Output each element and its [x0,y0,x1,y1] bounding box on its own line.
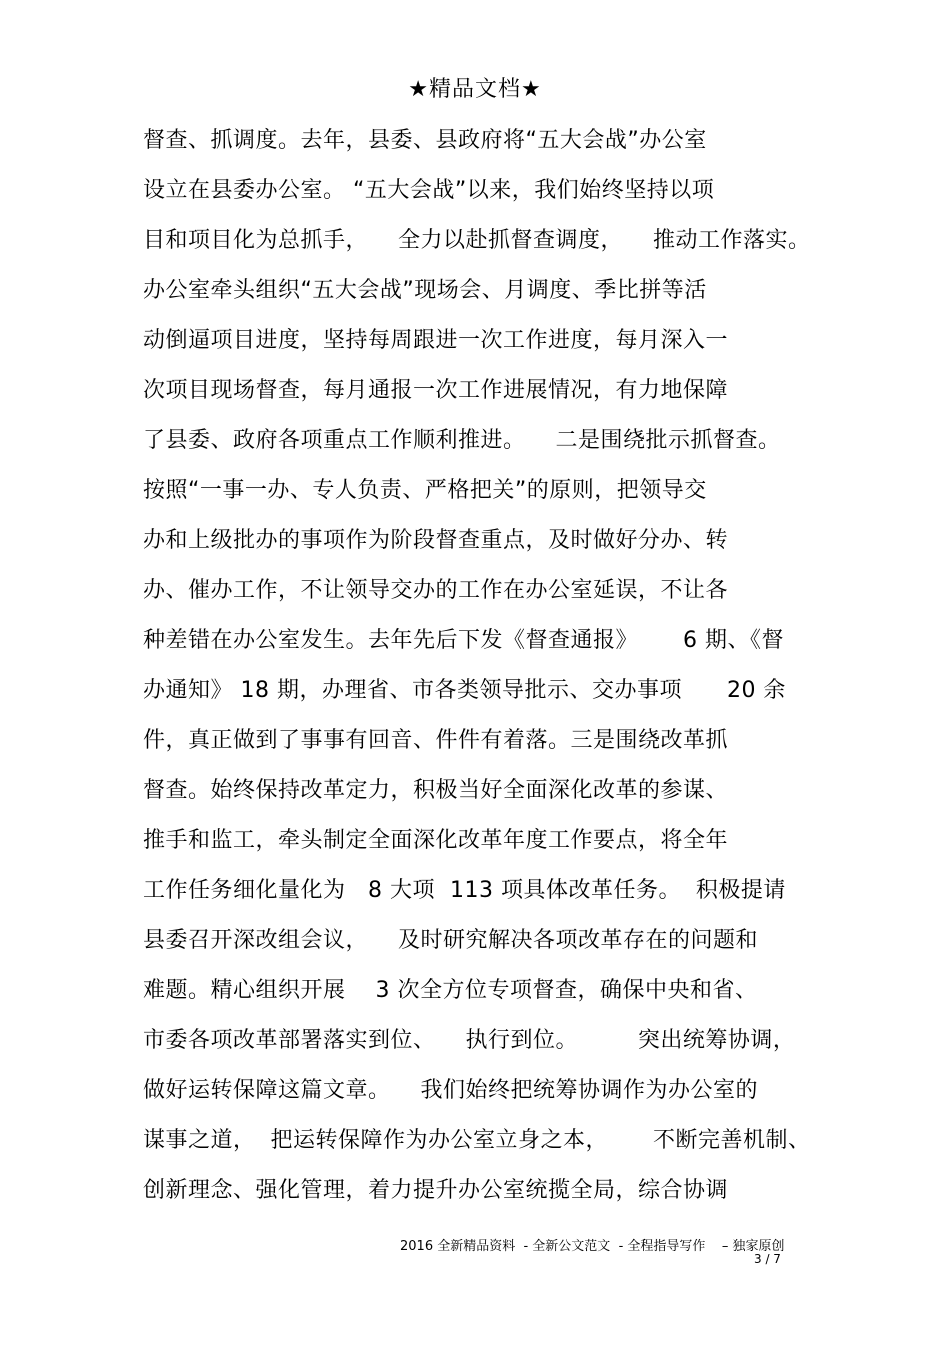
page-footer: 2016 全新精品资料 - 全新公文范文 - 全程指导写作 – 独家原创 [400,1239,785,1254]
text-line: 创新理念、强化管理，着力提升办公室统揽全局，综合协调 [143,1178,729,1203]
page-number: 3 / 7 [754,1252,781,1266]
text-line: 难题。精心组织开展 3 次全方位专项督查，确保中央和省、 [143,978,758,1003]
text-line: 推手和监工，牵头制定全面深化改革年度工作要点，将全年 [143,828,729,853]
text-line: 工作任务细化量化为 8 大项 113 项具体改革任务。 积极提请 [143,878,786,903]
text-line: 督查。始终保持改革定力，积极当好全面深化改革的参谋、 [143,778,729,803]
text-line: 按照“一事一办、专人负责、严格把关”的原则，把领导交 [143,478,707,503]
text-line: 督查、抓调度。去年，县委、县政府将“五大会战”办公室 [143,128,707,153]
text-line: 种差错在办公室发生。去年先后下发《督查通报》 6 期、《督 [143,628,784,653]
text-line: 件，真正做到了事事有回音、件件有着落。三是围绕改革抓 [143,728,729,753]
text-line: 谋事之道， 把运转保障作为办公室立身之本， 不断完善机制、 [143,1128,811,1153]
document-body [143,125,810,1225]
text-line: 办通知》 18 期，办理省、市各类领导批示、交办事项 20 余 [143,678,786,703]
text-line: 次项目现场督查，每月通报一次工作进展情况，有力地保障 [143,378,729,403]
text-line: 设立在县委办公室。 “五大会战”以来，我们始终坚持以项 [143,178,715,203]
text-line: 办、催办工作，不让领导交办的工作在办公室延误，不让各 [143,578,729,603]
text-line: 做好运转保障这篇文章。 我们始终把统筹协调作为办公室的 [143,1078,758,1103]
text-line: 目和项目化为总抓手， 全力以赴抓督查调度， 推动工作落实。 [143,228,811,253]
text-line: 市委各项改革部署落实到位、 执行到位。 突出统筹协调， [143,1028,796,1053]
text-line: 县委召开深改组会议， 及时研究解决各项改革存在的问题和 [143,928,758,953]
text-line: 动倒逼项目进度，坚持每周跟进一次工作进度，每月深入一 [143,328,729,353]
page-header: ★精品文档★ [408,77,542,102]
text-line: 办和上级批办的事项作为阶段督查重点，及时做好分办、转 [143,528,729,553]
text-line: 办公室牵头组织“五大会战”现场会、月调度、季比拼等活 [143,278,707,303]
text-line: 了县委、政府各项重点工作顺利推进。 二是围绕批示抓督查。 [143,428,781,453]
